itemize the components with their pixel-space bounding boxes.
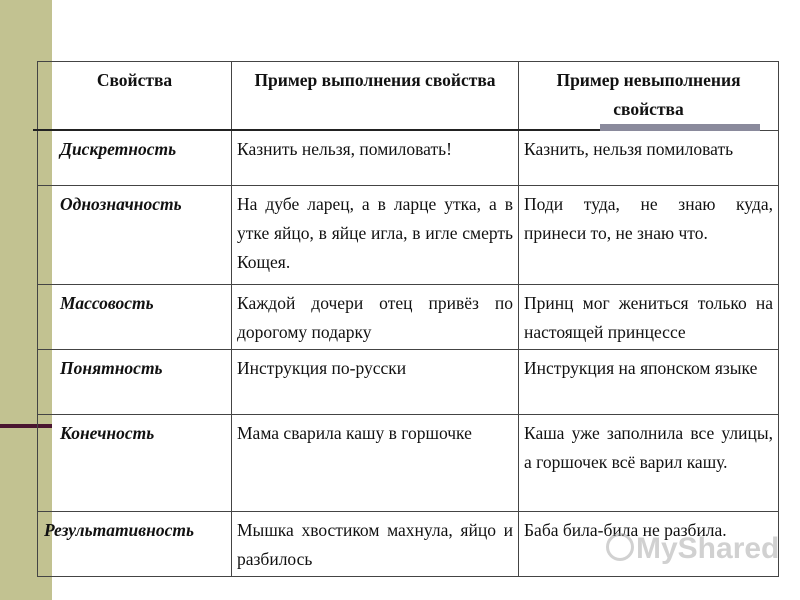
table-header-row	[38, 62, 779, 131]
watermark-text: MyShared	[636, 532, 780, 565]
positive-example: Казнить нельзя, помиловать!	[232, 131, 519, 186]
positive-example: Каждой дочери отец привёз по дорогому подарку	[232, 285, 519, 350]
negative-example: Каша уже заполнила все улицы, а горшочек всё варил кашу.	[519, 415, 779, 512]
properties-table	[37, 61, 779, 577]
table-row	[38, 186, 779, 285]
watermark-logo-icon	[606, 533, 634, 561]
watermark	[606, 532, 779, 566]
positive-example: На дубе ларец, а в ларце утка, а в утке яйцо, в яйце игла, в игле смерть Кощея.	[232, 186, 519, 285]
accent-underline	[600, 124, 760, 131]
property-name: Понятность	[38, 350, 232, 415]
header-negative-example: Пример невыполнения свойства	[519, 62, 779, 131]
positive-example: Мама сварила кашу в горшочке	[232, 415, 519, 512]
negative-example: Казнить, нельзя помиловать	[519, 131, 779, 186]
negative-example: Инструкция на японском языке	[519, 350, 779, 415]
header-positive-example: Пример выполнения свойства	[232, 62, 519, 131]
property-name: Дискретность	[38, 131, 232, 186]
property-name: Конечность	[38, 415, 232, 512]
negative-example: Баба била-била не разбила.	[519, 512, 779, 577]
positive-example: Инструкция по-русски	[232, 350, 519, 415]
positive-example: Мышка хвостиком махнула, яйцо и разбилось	[232, 512, 519, 577]
table-row	[38, 131, 779, 186]
table-row	[38, 415, 779, 512]
property-name: Однозначность	[38, 186, 232, 285]
table-row	[38, 285, 779, 350]
header-properties: Свойства	[38, 62, 232, 131]
negative-example: Поди туда, не знаю куда, принеси то, не знаю что.	[519, 186, 779, 285]
negative-example: Принц мог жениться только на настоящей принцессе	[519, 285, 779, 350]
property-name: Массовость	[38, 285, 232, 350]
property-name: Результативность	[38, 512, 232, 577]
table-row	[38, 350, 779, 415]
